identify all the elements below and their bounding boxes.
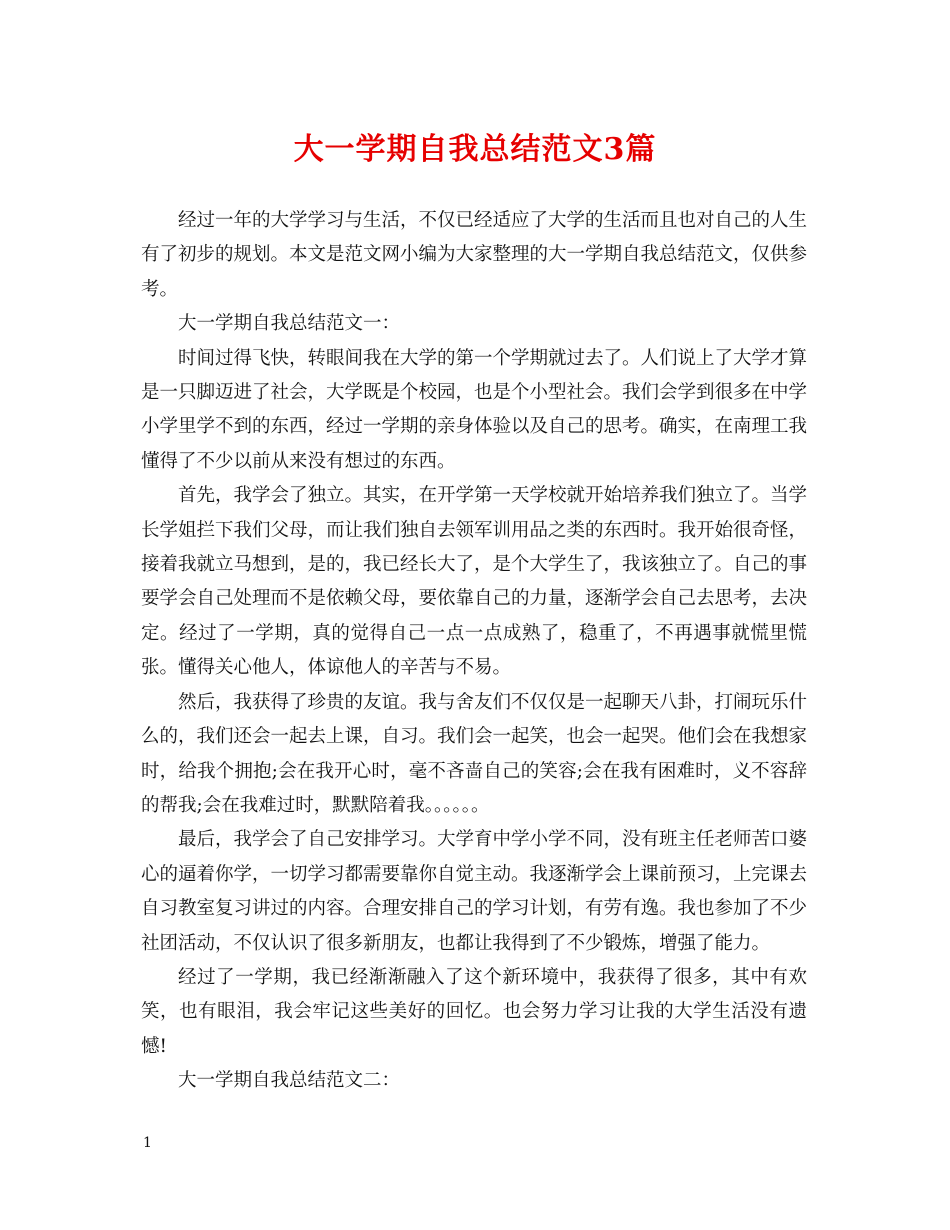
page-number: 1 bbox=[143, 1135, 152, 1151]
body-paragraph: 最后，我学会了自己安排学习。大学育中学小学不同，没有班主任老师苦口婆心的逼着你学，一切学习都需要靠你自觉主动。我逐渐学会上课前预习，上完课去自习教室复习讲过的内容。合理安排自己的学习计划，有劳有逸。我也参加了不少社团活动，不仅认识了很多新朋友，也都让我得到了不少锻炼，增强了能力。 bbox=[141, 829, 808, 954]
body-paragraph: 经过了一学期，我已经渐渐融入了这个新环境中，我获得了很多，其中有欢笑，也有眼泪，我会牢记这些美好的回忆。也会努力学习让我的大学生活没有遗憾! bbox=[141, 966, 807, 1057]
section-heading-1: 大一学期自我总结范文一： bbox=[178, 313, 401, 335]
section-heading-2: 大一学期自我总结范文二： bbox=[178, 1070, 401, 1092]
body-paragraph: 首先，我学会了独立。其实，在开学第一天学校就开始培养我们独立了。当学长学姐拦下我们父母，而让我们独自去领军训用品之类的东西时。我开始很奇怪，接着我就立马想到，是的，我已经长大了，是个大学生了，我该独立了。自己的事要学会自己处理而不是依赖父母，要依靠自己的力量，逐渐学会自己去思考，去决定。经过了一学期，真的觉得自己一点一点成熟了，稳重了，不再遇事就慌里慌张。懂得关心他人，体谅他人的辛苦与不易。 bbox=[141, 485, 808, 679]
intro-paragraph: 经过一年的大学学习与生活，不仅已经适应了大学的生活而且也对自己的人生有了初步的规划。本文是范文网小编为大家整理的大一学期自我总结范文，仅供参考。 bbox=[141, 210, 808, 300]
body-paragraph: 时间过得飞快，转眼间我在大学的第一个学期就过去了。人们说上了大学才算是一只脚迈进了社会，大学既是个校园，也是个小型社会。我们会学到很多在中学小学里学不到的东西，经过一学期的亲身体验以及自己的思考。确实，在南理工我懂得了不少以前从来没有想过的东西。 bbox=[141, 347, 808, 472]
document-body bbox=[141, 204, 807, 1099]
document-title: 大一学期自我总结范文3篇 bbox=[293, 132, 657, 167]
body-paragraph: 然后，我获得了珍贵的友谊。我与舍友们不仅仅是一起聊天八卦，打闹玩乐什么的，我们还会一起去上课，自习。我们会一起笑，也会一起哭。他们会在我想家时，给我个拥抱;会在我开心时，毫不吝啬自己的笑容;会在我有困难时，义不容辞的帮我;会在我难过时，默默陪着我。。。。。。 bbox=[141, 691, 808, 816]
